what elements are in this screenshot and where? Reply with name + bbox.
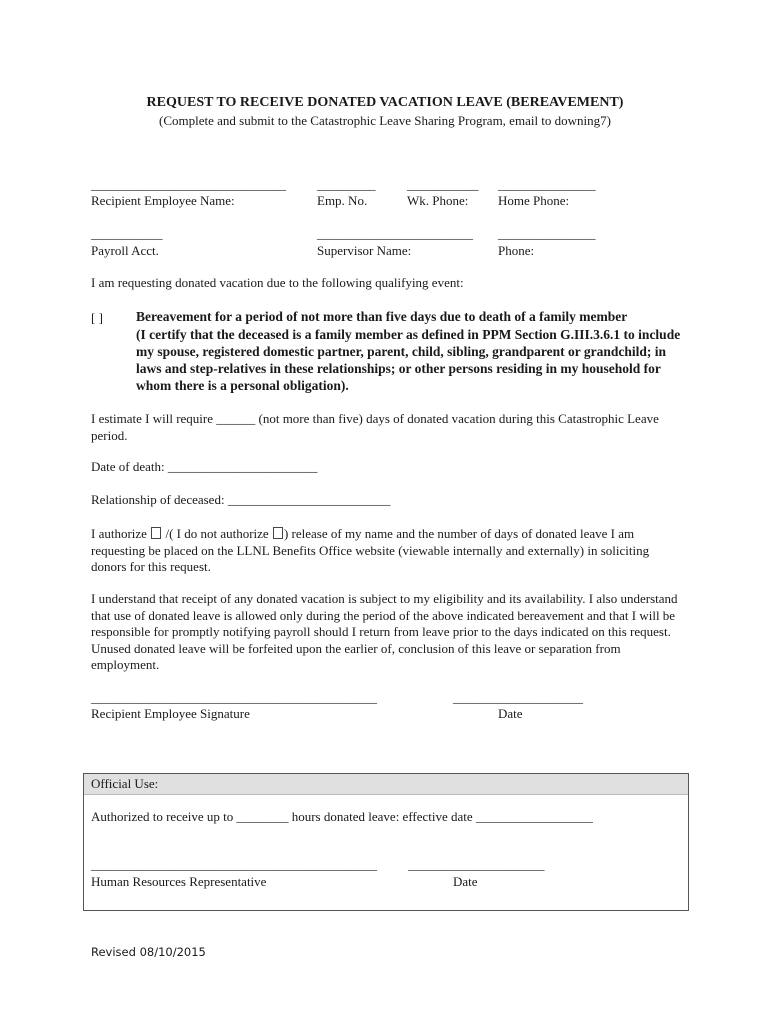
payroll-acct-label: Payroll Acct. [91, 243, 159, 258]
authorize-text-a: I authorize [91, 526, 151, 541]
authorize-text-b: /( I do not authorize [162, 526, 272, 541]
recipient-name-label: Recipient Employee Name: [91, 193, 235, 208]
recipient-name-line[interactable]: ______________________________ [91, 177, 286, 192]
estimate-statement: I estimate I will require ______ (not more than five) days of donated vacation during this Catastrophic Leave period. [91, 411, 659, 443]
phone-line[interactable]: _______________ [498, 226, 596, 241]
form-title: REQUEST TO RECEIVE DONATED VACATION LEAVE (BEREAVEMENT) [146, 95, 624, 110]
bereavement-checkbox[interactable]: [ ] [91, 310, 103, 325]
form-subtitle: (Complete and submit to the Catastrophic Leave Sharing Program, email to downing7) [158, 113, 612, 128]
hr-date-label: Date [453, 874, 478, 889]
signature-date-line[interactable]: ____________________ [453, 690, 583, 705]
hr-date-line[interactable]: _____________________ [408, 857, 545, 872]
supervisor-name-line[interactable]: ________________________ [317, 226, 473, 241]
official-use-heading: Official Use: [84, 774, 688, 795]
hr-rep-line[interactable]: ____________________________________________ [91, 857, 377, 872]
authorize-text-c: ) release of my name and the number of days of donated leave I am requesting be placed on the LLNL Benefits Office website (viewable internally and externally) in soliciting donors for this request. [91, 526, 650, 574]
authorize-statement [91, 526, 681, 576]
emp-no-label: Emp. No. [317, 193, 368, 208]
date-of-death-field[interactable]: Date of death: _______________________ [91, 459, 318, 474]
supervisor-name-label: Supervisor Name: [317, 243, 412, 258]
emp-no-line[interactable]: _________ [317, 177, 376, 192]
wk-phone-label: Wk. Phone: [407, 193, 469, 208]
not-authorize-checkbox-icon[interactable] [273, 527, 283, 539]
requesting-statement: I am requesting donated vacation due to the following qualifying event: [91, 275, 464, 290]
signature-line[interactable]: ____________________________________________ [91, 690, 377, 705]
bereavement-certification: (I certify that the deceased is a family member as defined in PPM Section G.III.3.6.1 to include my spouse, registered domestic partner, parent, child, sibling, grandparent or grandchild; in laws and step-relatives in these relationships; or other persons residing in my household for whom there is a personal obligation). [136, 327, 681, 393]
home-phone-line[interactable]: _______________ [498, 177, 596, 192]
bereavement-heading: Bereavement for a period of not more than five days due to death of a family member [136, 309, 628, 324]
signature-date-label: Date [498, 706, 523, 721]
home-phone-label: Home Phone: [498, 193, 570, 208]
official-use-box [83, 773, 689, 911]
signature-label: Recipient Employee Signature [91, 706, 250, 721]
revised-date: Revised 08/10/2015 [91, 945, 206, 959]
authorized-hours-field[interactable]: Authorized to receive up to ________ hours donated leave: effective date __________________ [91, 809, 593, 824]
payroll-acct-line[interactable]: ___________ [91, 226, 163, 241]
authorize-checkbox-icon[interactable] [151, 527, 161, 539]
understand-statement: I understand that receipt of any donated vacation is subject to my eligibility and its availability. I also understand that use of donated leave is allowed only during the period of the above indicated bereavement and that I will be responsible for promptly notifying payroll should I return from leave prior to the days indicated on this request. Unused donated leave will be forfeited upon the earlier of, conclusion of this leave or separation from employment. [91, 591, 678, 672]
hr-rep-label: Human Resources Representative [91, 874, 267, 889]
phone-label: Phone: [498, 243, 535, 258]
relationship-field[interactable]: Relationship of deceased: _________________________ [91, 492, 391, 507]
wk-phone-line[interactable]: ___________ [407, 177, 479, 192]
